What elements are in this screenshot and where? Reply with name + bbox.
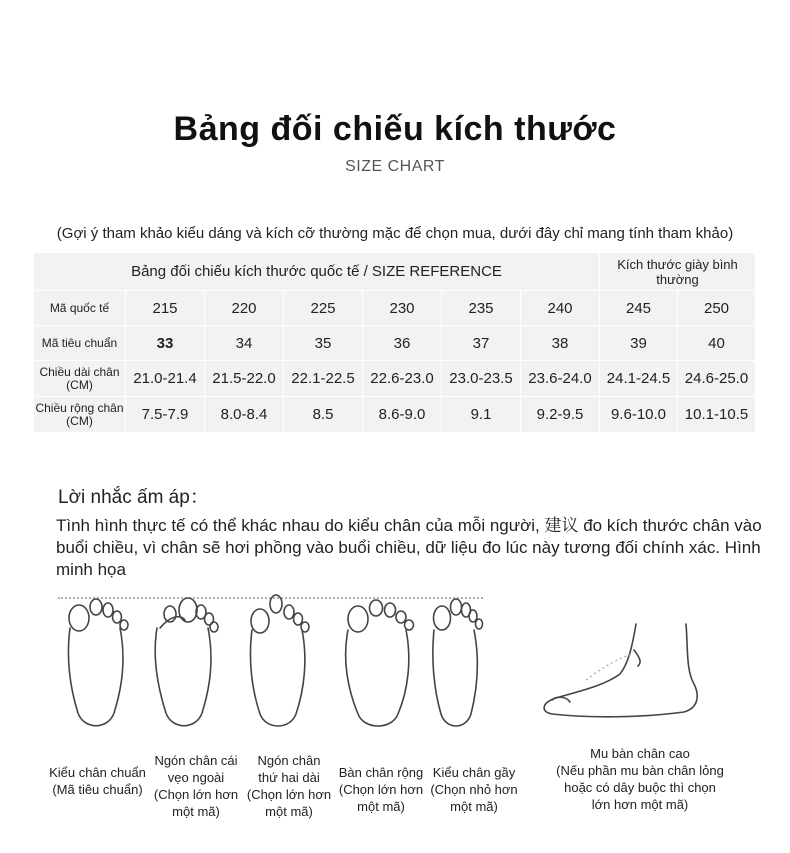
table-cell: 22.6-23.0 bbox=[363, 361, 442, 397]
long-second-toe-foot-icon bbox=[250, 595, 309, 726]
table-cell: 245 bbox=[600, 291, 678, 326]
row-label: Chiều dài chân (CM) bbox=[34, 361, 126, 397]
caption-wide-foot: Bàn chân rộng (Chọn lớn hơn một mã) bbox=[338, 765, 424, 814]
table-cell: 9.2-9.5 bbox=[521, 397, 600, 433]
tips-title: Lời nhắc ấm áp： bbox=[58, 487, 209, 508]
table-cell: 21.5-22.0 bbox=[205, 361, 284, 397]
table-cell: 10.1-10.5 bbox=[678, 397, 756, 433]
caption-thin-foot: Kiểu chân gầy (Chọn nhỏ hơn một mã) bbox=[430, 765, 518, 814]
row-label: Chiều rộng chân (CM) bbox=[34, 397, 126, 433]
table-cell: 250 bbox=[678, 291, 756, 326]
table-cell: 240 bbox=[521, 291, 600, 326]
table-cell: 220 bbox=[205, 291, 284, 326]
row-label: Mã quốc tế bbox=[34, 291, 126, 326]
table-cell: 39 bbox=[600, 326, 678, 361]
table-cell: 8.5 bbox=[284, 397, 363, 433]
table-cell: 24.1-24.5 bbox=[600, 361, 678, 397]
table-cell: 235 bbox=[442, 291, 521, 326]
table-cell: 33 bbox=[126, 326, 205, 361]
table-row bbox=[34, 326, 756, 361]
table-cell: 9.1 bbox=[442, 397, 521, 433]
table-cell: 24.6-25.0 bbox=[678, 361, 756, 397]
tips-text: Tình hình thực tế có thể khác nhau do kiểu chân của mỗi người, 建议 đo kích thước chân vào buổi chiều, vì chân sẽ hơi phồng vào buổi chiều, dữ liệu đo lúc này tương đối chính xác. Hình minh họa bbox=[56, 516, 762, 579]
table-cell: 225 bbox=[284, 291, 363, 326]
table-cell: 36 bbox=[363, 326, 442, 361]
table-cell: 22.1-22.5 bbox=[284, 361, 363, 397]
page-subtitle: SIZE CHART bbox=[345, 158, 445, 175]
table-cell: 7.5-7.9 bbox=[126, 397, 205, 433]
thin-foot-icon bbox=[433, 599, 483, 726]
table-cell: 8.0-8.4 bbox=[205, 397, 284, 433]
table-row bbox=[34, 361, 756, 397]
table-cell: 230 bbox=[363, 291, 442, 326]
table-cell: 21.0-21.4 bbox=[126, 361, 205, 397]
caption-hallux-valgus: Ngón chân cái vẹo ngoài (Chọn lớn hơn một mã) bbox=[153, 753, 239, 819]
caption-long-second-toe: Ngón chân thứ hai dài (Chọn lớn hơn một mã) bbox=[246, 753, 332, 819]
size-chart-table bbox=[33, 252, 756, 433]
high-instep-foot-icon bbox=[544, 624, 697, 717]
page-title: Bảng đối chiếu kích thước bbox=[173, 110, 617, 148]
hallux-valgus-foot-icon bbox=[155, 598, 218, 726]
caption-high-instep: Mu bàn chân cao (Nếu phần mu bàn chân lỏng hoặc có dây buộc thì chọn lớn hơn một mã) bbox=[556, 746, 724, 812]
table-cell: 215 bbox=[126, 291, 205, 326]
table-header-row bbox=[34, 253, 756, 291]
reference-note: (Gợi ý tham khảo kiểu dáng và kích cỡ thường mặc để chọn mua, dưới đây chỉ mang tính tham khảo) bbox=[56, 225, 734, 242]
table-cell: 37 bbox=[442, 326, 521, 361]
foot-illustrations bbox=[0, 588, 790, 748]
table-cell: 23.0-23.5 bbox=[442, 361, 521, 397]
header-main: Bảng đối chiếu kích thước quốc tế / SIZE REFERENCE bbox=[34, 253, 600, 291]
standard-foot-icon bbox=[68, 599, 128, 726]
table-row bbox=[34, 291, 756, 326]
table-cell: 35 bbox=[284, 326, 363, 361]
wide-foot-icon bbox=[346, 600, 414, 726]
caption-standard: Kiểu chân chuẩn (Mã tiêu chuẩn) bbox=[49, 765, 146, 797]
row-label: Mã tiêu chuẩn bbox=[34, 326, 126, 361]
table-cell: 34 bbox=[205, 326, 284, 361]
table-cell: 23.6-24.0 bbox=[521, 361, 600, 397]
table-cell: 38 bbox=[521, 326, 600, 361]
table-cell: 40 bbox=[678, 326, 756, 361]
header-side: Kích thước giày bình thường bbox=[600, 253, 756, 291]
table-row bbox=[34, 397, 756, 433]
table-cell: 8.6-9.0 bbox=[363, 397, 442, 433]
table-cell: 9.6-10.0 bbox=[600, 397, 678, 433]
